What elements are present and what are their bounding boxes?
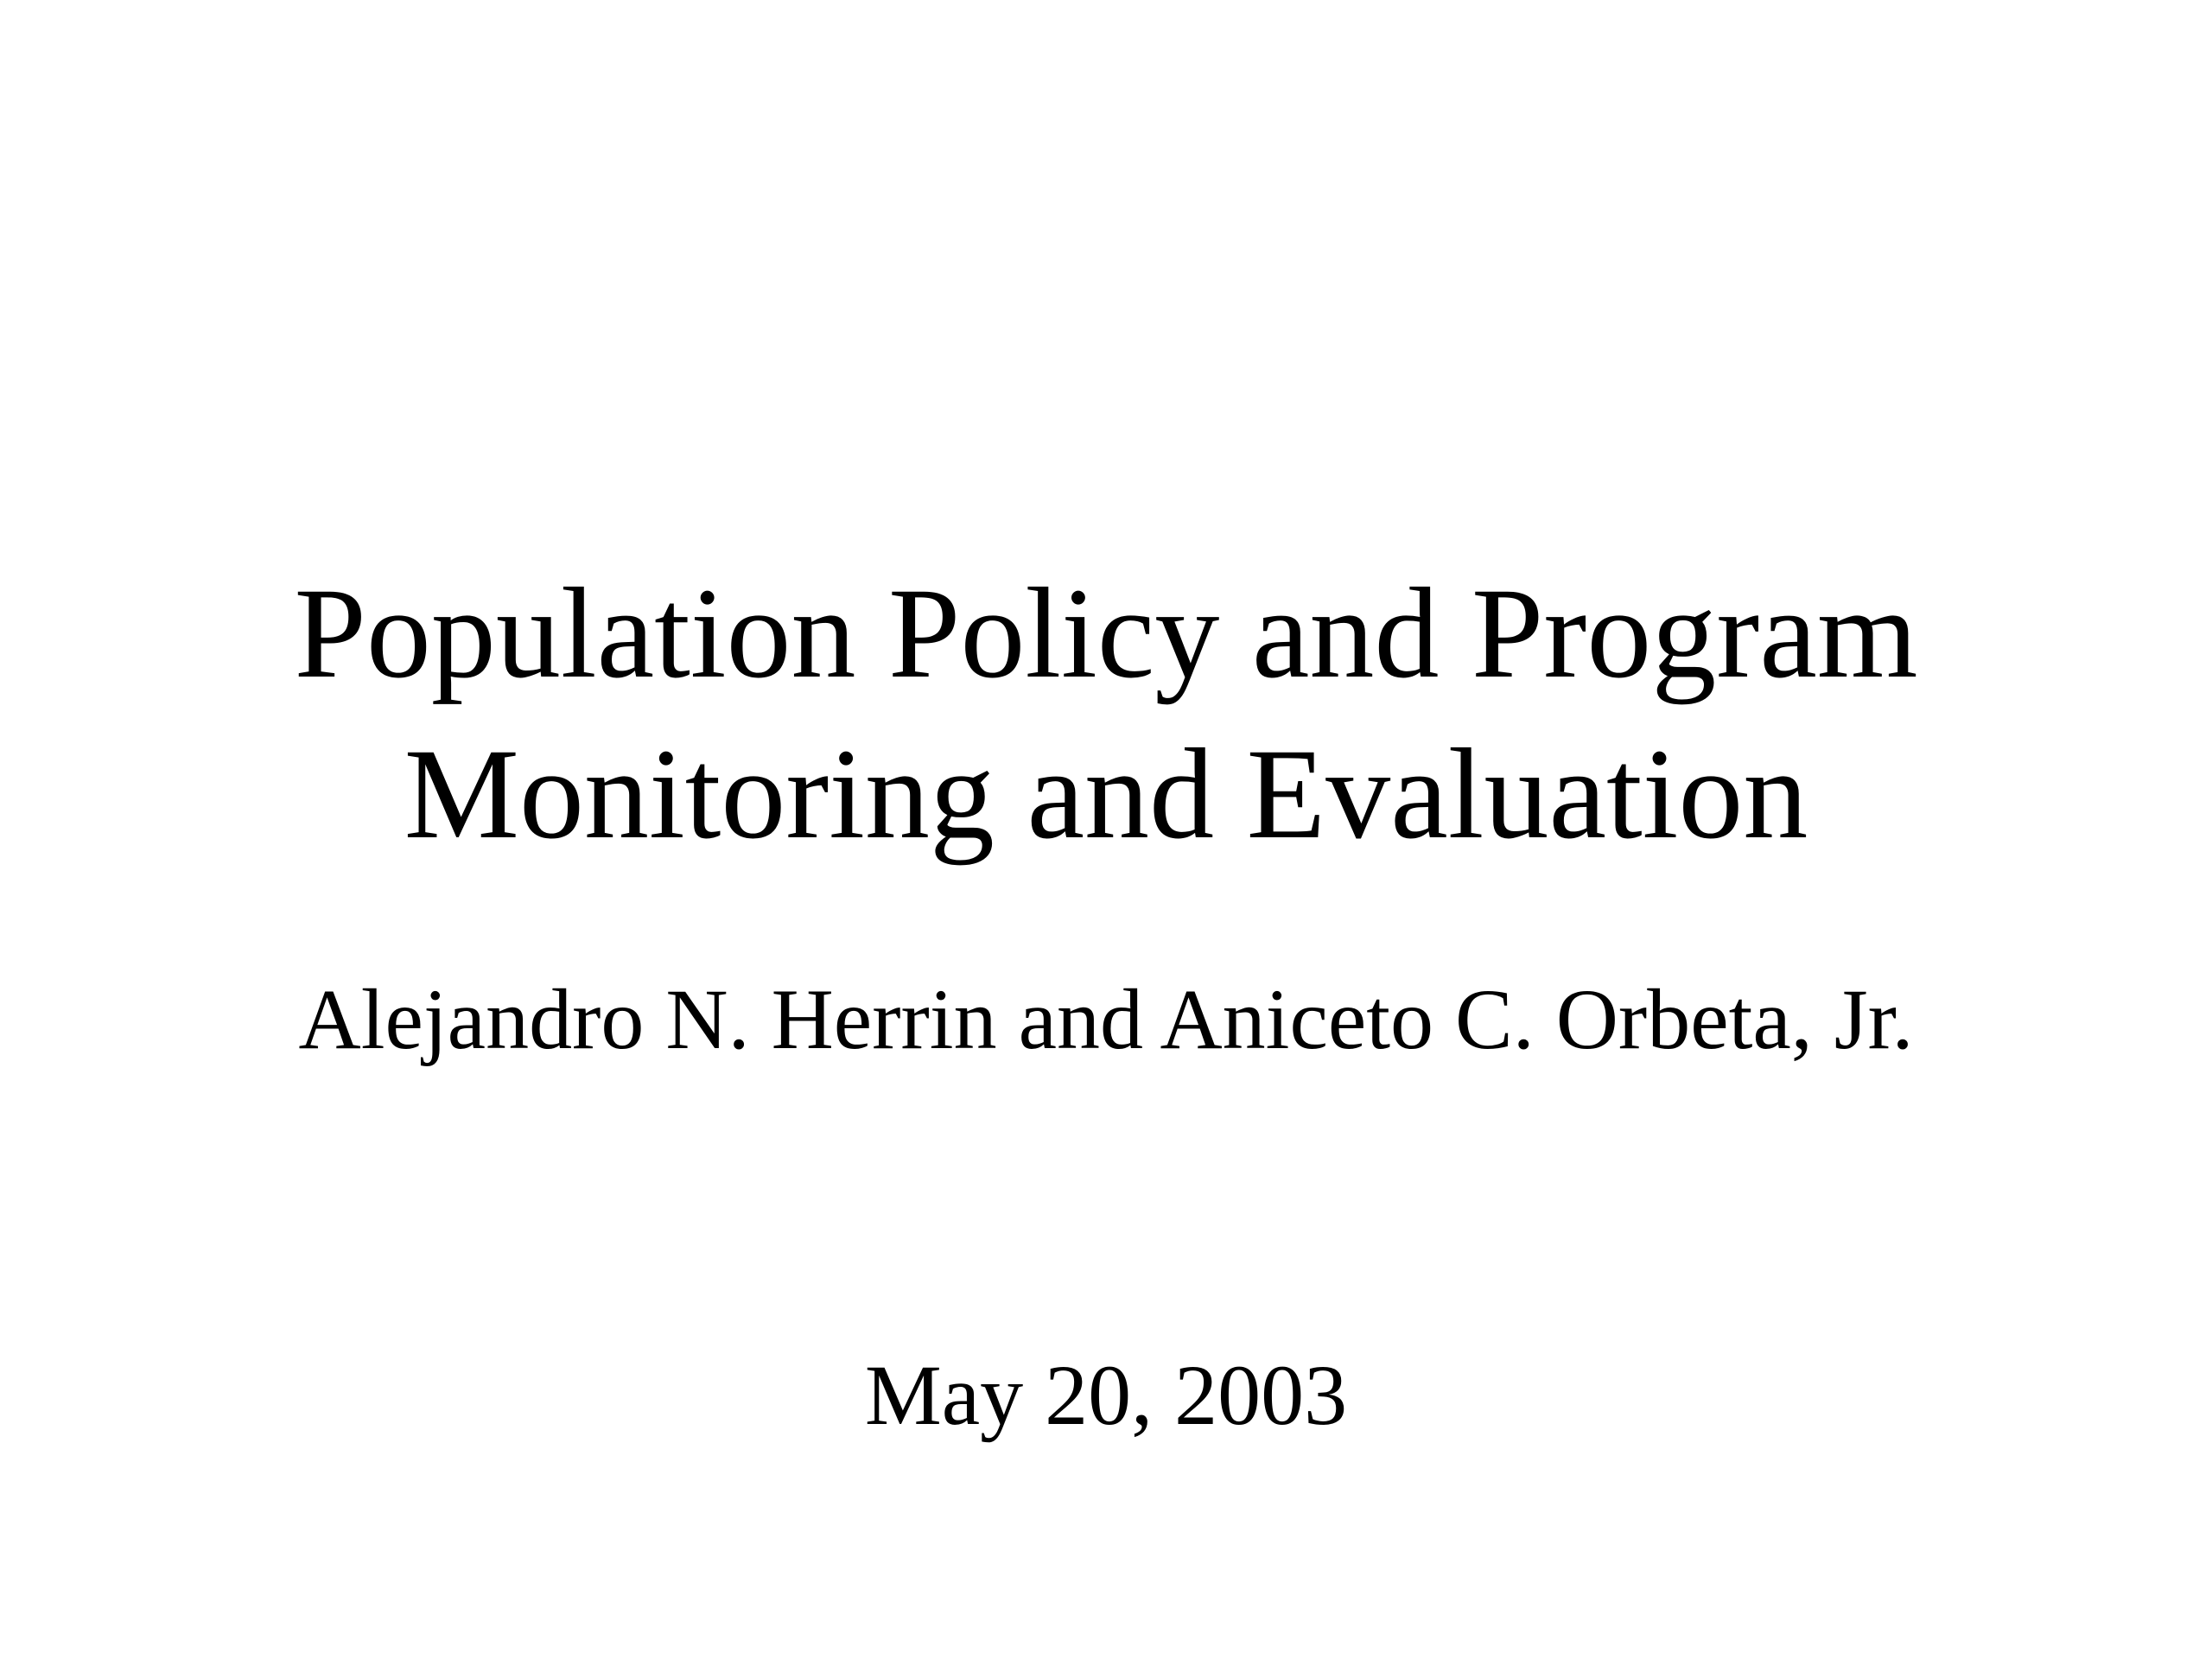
- slide-date: May 20, 2003: [864, 1347, 1348, 1443]
- slide-title-line-2: Monitoring and Evaluation: [404, 722, 1808, 866]
- slide-authors: Alejandro N. Herrin and Aniceto C. Orbeta, Jr.: [298, 971, 1914, 1067]
- slide-title: [0, 553, 2212, 874]
- slide-title-line-1: Population Policy and Program: [294, 562, 1918, 705]
